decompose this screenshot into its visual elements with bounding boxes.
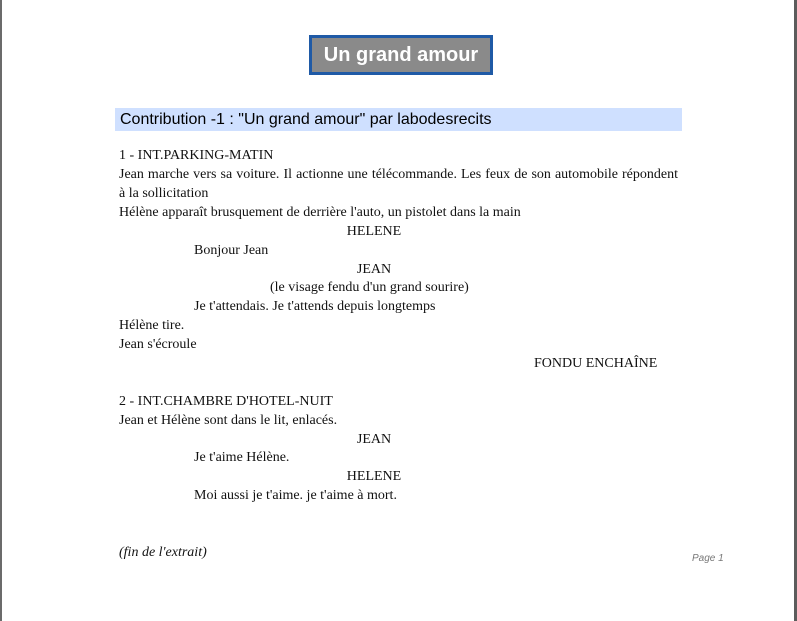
document-title-box xyxy=(309,35,493,75)
scene2-character-jean: JEAN xyxy=(356,432,392,447)
scene1-character-jean: JEAN xyxy=(356,262,392,277)
scene2-dialogue-2: Moi aussi je t'aime. je t'aime à mort. xyxy=(194,488,397,503)
scene2-dialogue-1: Je t'aime Hélène. xyxy=(194,450,290,465)
scene1-dialogue-2: Je t'attendais. Je t'attends depuis longtemps xyxy=(194,299,436,314)
scene2-action-1: Jean et Hélène sont dans le lit, enlacés. xyxy=(119,413,338,428)
scene1-dialogue-1: Bonjour Jean xyxy=(194,243,269,258)
scene2-character-helene: HELENE xyxy=(346,469,402,484)
scene1-heading: 1 - INT.PARKING-MATIN xyxy=(119,148,274,163)
contribution-header: Contribution -1 : "Un grand amour" par labodesrecits xyxy=(120,111,492,128)
scene1-action-1: Jean marche vers sa voiture. Il actionne une télécommande. Les feux de son automobile répondent à la sollicitation xyxy=(119,167,678,201)
scene1-action-3: Hélène tire. xyxy=(119,318,185,333)
end-of-excerpt-note: (fin de l'extrait) xyxy=(119,545,207,560)
page-number: Page 1 xyxy=(692,553,724,564)
contribution-header-bar xyxy=(115,108,682,131)
scene1-character-helene: HELENE xyxy=(346,224,402,239)
scene1-transition: FONDU ENCHAÎNE xyxy=(534,356,658,371)
document-title: Un grand amour xyxy=(323,44,479,66)
scene1-action-4: Jean s'écroule xyxy=(119,337,197,352)
scene2-heading: 2 - INT.CHAMBRE D'HOTEL-NUIT xyxy=(119,394,333,409)
scene1-action-2: Hélène apparaît brusquement de derrière l'auto, un pistolet dans la main xyxy=(119,205,521,220)
scene1-parenthetical: (le visage fendu d'un grand sourire) xyxy=(270,280,469,295)
document-page xyxy=(2,0,794,621)
